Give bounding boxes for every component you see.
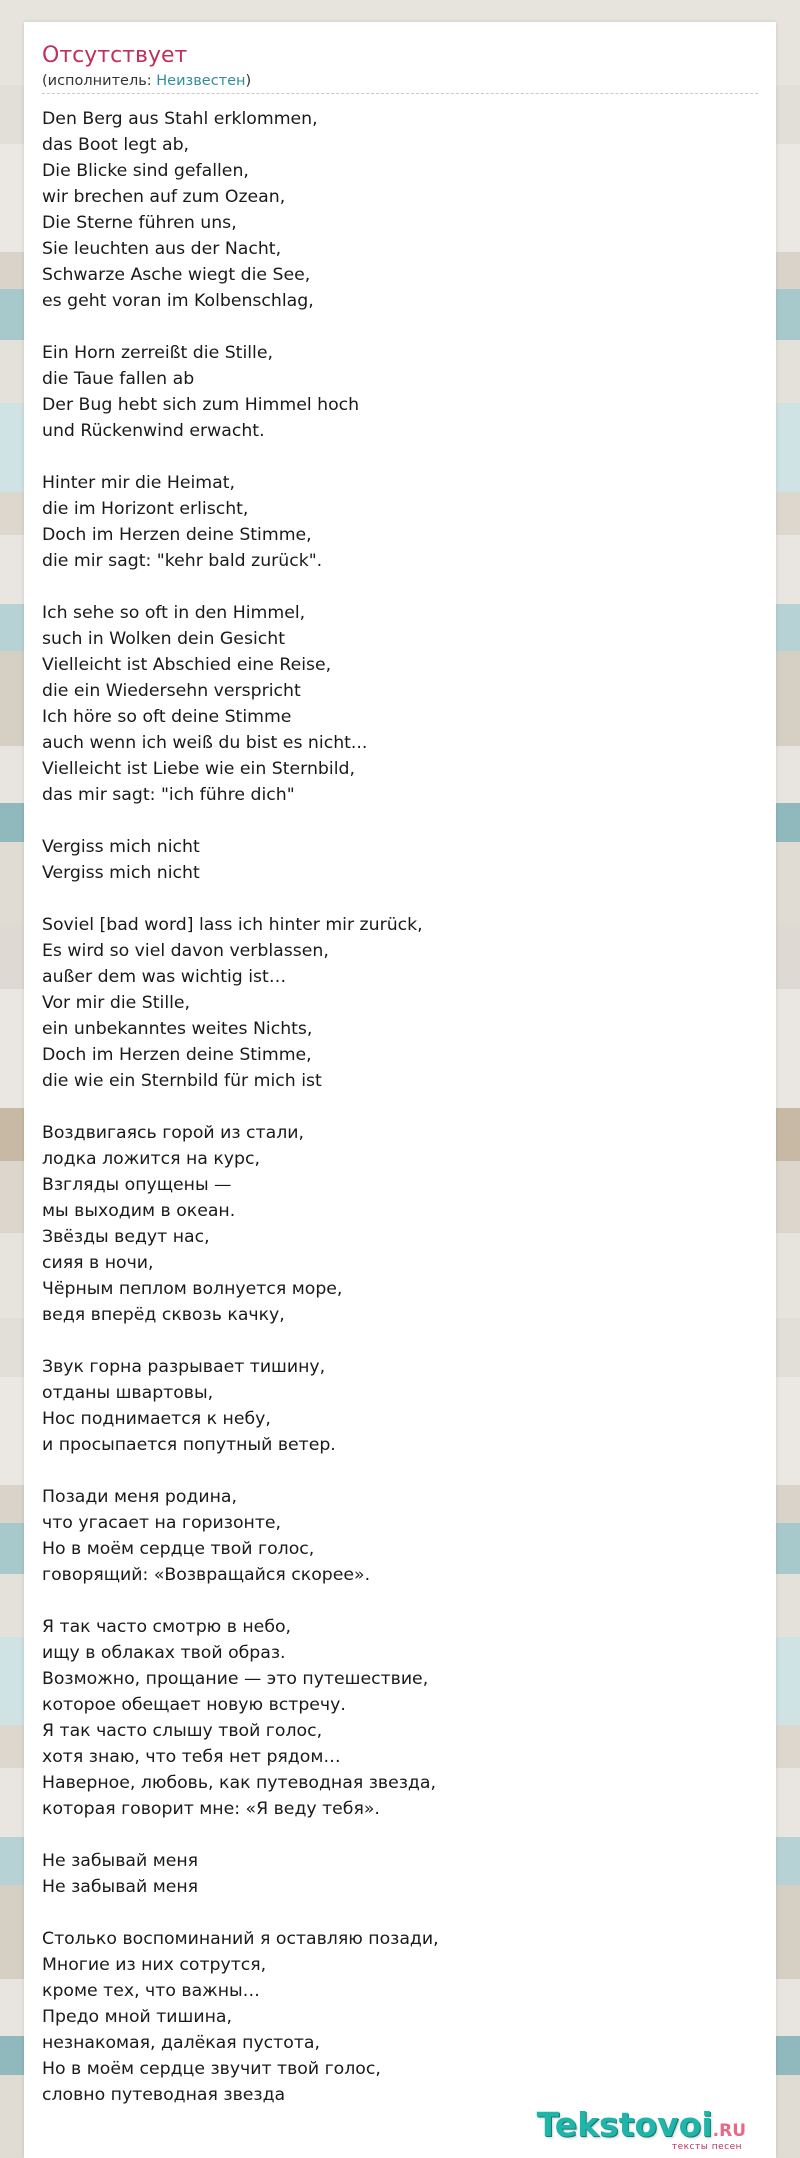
lyrics-line: Vergiss mich nicht (42, 863, 200, 883)
lyrics-line: Doch im Herzen deine Stimme, (42, 525, 312, 545)
lyrics-line: such in Wolken dein Gesicht (42, 629, 285, 649)
lyrics-line: Звёзды ведут нас, (42, 1227, 210, 1247)
lyrics-line: хотя знаю, что тебя нет рядом… (42, 1747, 341, 1767)
lyrics-line: лодка ложится на курс, (42, 1149, 260, 1169)
lyrics-blank-line (42, 886, 742, 912)
lyrics-line: которое обещает новую встречу. (42, 1695, 346, 1715)
lyrics-line: Vor mir die Stille, (42, 993, 191, 1013)
lyrics-line: Doch im Herzen deine Stimme, (42, 1045, 312, 1065)
lyrics-line: ведя вперёд сквозь качку, (42, 1305, 285, 1325)
lyrics-line: Schwarze Asche wiegt die See, (42, 265, 311, 285)
lyrics-blank-line (42, 314, 742, 340)
lyrics-line: Предо мной тишина, (42, 2007, 232, 2027)
lyrics-line: ищу в облаках твой образ. (42, 1643, 286, 1663)
lyrics-line: Возможно, прощание — это путешествие, (42, 1669, 429, 1689)
artist-link[interactable]: Неизвестен (156, 73, 246, 89)
lyrics-line: Sie leuchten aus der Nacht, (42, 239, 282, 259)
lyrics-line: und Rückenwind erwacht. (42, 421, 265, 441)
lyrics-blank-line (42, 444, 742, 470)
lyrics-line: Наверное, любовь, как путеводная звезда, (42, 1773, 436, 1793)
lyrics-line: незнакомая, далёкая пустота, (42, 2033, 320, 2053)
lyrics-line: Но в моём сердце твой голос, (42, 1539, 315, 1559)
lyrics-line: Многие из них сотрутся, (42, 1955, 267, 1975)
lyrics-line: Die Sterne führen uns, (42, 213, 237, 233)
lyrics-text (42, 106, 742, 2108)
lyrics-line: die wie ein Sternbild für mich ist (42, 1071, 322, 1091)
lyrics-blank-line (42, 1900, 742, 1926)
lyrics-line: die Taue fallen ab (42, 369, 195, 389)
lyrics-line: Die Blicke sind gefallen, (42, 161, 249, 181)
lyrics-line: Ich sehe so oft in den Himmel, (42, 603, 306, 623)
logo-name: Tekstovoi (536, 2105, 713, 2144)
lyrics-line: Но в моём сердце звучит твой голос, (42, 2059, 381, 2079)
song-title: Отсутствует (42, 43, 188, 68)
lyrics-line: и просыпается попутный ветер. (42, 1435, 336, 1455)
lyrics-blank-line (42, 808, 742, 834)
lyrics-line: говорящий: «Возвращайся скорее». (42, 1565, 371, 1585)
artist-line (42, 72, 251, 90)
lyrics-line: Vielleicht ist Liebe wie ein Sternbild, (42, 759, 355, 779)
lyrics-line: Der Bug hebt sich zum Himmel hoch (42, 395, 360, 415)
lyrics-line: что угасает на горизонте, (42, 1513, 282, 1533)
lyrics-line: Den Berg aus Stahl erklommen, (42, 109, 318, 129)
lyrics-line: das mir sagt: "ich führe dich" (42, 785, 295, 805)
lyrics-line: die ein Wiedersehn verspricht (42, 681, 301, 701)
lyrics-line: отданы швартовы, (42, 1383, 214, 1403)
lyrics-line: außer dem was wichtig ist… (42, 967, 287, 987)
title-divider (42, 93, 758, 94)
lyrics-line: Ein Horn zerreißt die Stille, (42, 343, 273, 363)
lyrics-blank-line (42, 1328, 742, 1354)
lyrics-line: словно путеводная звезда (42, 2085, 286, 2105)
lyrics-line: Не забывай меня (42, 1877, 199, 1897)
lyrics-line: которая говорит мне: «Я веду тебя». (42, 1799, 380, 1819)
lyrics-line: Звук горна разрывает тишину, (42, 1357, 326, 1377)
lyrics-line: es geht voran im Kolbenschlag, (42, 291, 314, 311)
lyrics-line: Vergiss mich nicht (42, 837, 200, 857)
artist-prefix: (исполнитель: (42, 73, 157, 89)
lyrics-line: Es wird so viel davon verblassen, (42, 941, 329, 961)
lyrics-blank-line (42, 1094, 742, 1120)
lyrics-line: Я так часто смотрю в небо, (42, 1617, 292, 1637)
lyrics-line: die im Horizont erlischt, (42, 499, 249, 519)
lyrics-line: кроме тех, что важны… (42, 1981, 260, 2001)
artist-suffix: ) (245, 73, 252, 89)
lyrics-line: Не забывай меня (42, 1851, 199, 1871)
lyrics-blank-line (42, 1822, 742, 1848)
lyrics-line: Vielleicht ist Abschied eine Reise, (42, 655, 332, 675)
lyrics-line: Soviel [bad word] lass ich hinter mir zurück, (42, 915, 423, 935)
lyrics-line: Я так часто слышу твой голос, (42, 1721, 323, 1741)
lyrics-line: die mir sagt: "kehr bald zurück". (42, 551, 323, 571)
lyrics-line: Ich höre so oft deine Stimme (42, 707, 292, 727)
lyrics-line: Hinter mir die Heimat, (42, 473, 236, 493)
lyrics-line: Воздвигаясь горой из стали, (42, 1123, 304, 1143)
lyrics-line: Нос поднимается к небу, (42, 1409, 271, 1429)
logo-tagline: тексты песен (671, 2142, 742, 2152)
lyrics-line: мы выходим в океан. (42, 1201, 236, 1221)
lyrics-line: Столько воспоминаний я оставляю позади, (42, 1929, 439, 1949)
lyrics-line: Взгляды опущены — (42, 1175, 232, 1195)
lyrics-blank-line (42, 1588, 742, 1614)
lyrics-line: das Boot legt ab, (42, 135, 190, 155)
lyrics-line: ein unbekanntes weites Nichts, (42, 1019, 313, 1039)
lyrics-line: wir brechen auf zum Ozean, (42, 187, 286, 207)
site-logo[interactable] (506, 2106, 746, 2150)
lyrics-line: Чёрным пеплом волнуется море, (42, 1279, 343, 1299)
logo-tld: .RU (712, 2121, 746, 2141)
lyrics-card (24, 22, 776, 2158)
lyrics-blank-line (42, 574, 742, 600)
lyrics-line: auch wenn ich weiß du bist es nicht... (42, 733, 368, 753)
lyrics-blank-line (42, 1458, 742, 1484)
lyrics-line: Позади меня родина, (42, 1487, 237, 1507)
lyrics-line: сияя в ночи, (42, 1253, 154, 1273)
